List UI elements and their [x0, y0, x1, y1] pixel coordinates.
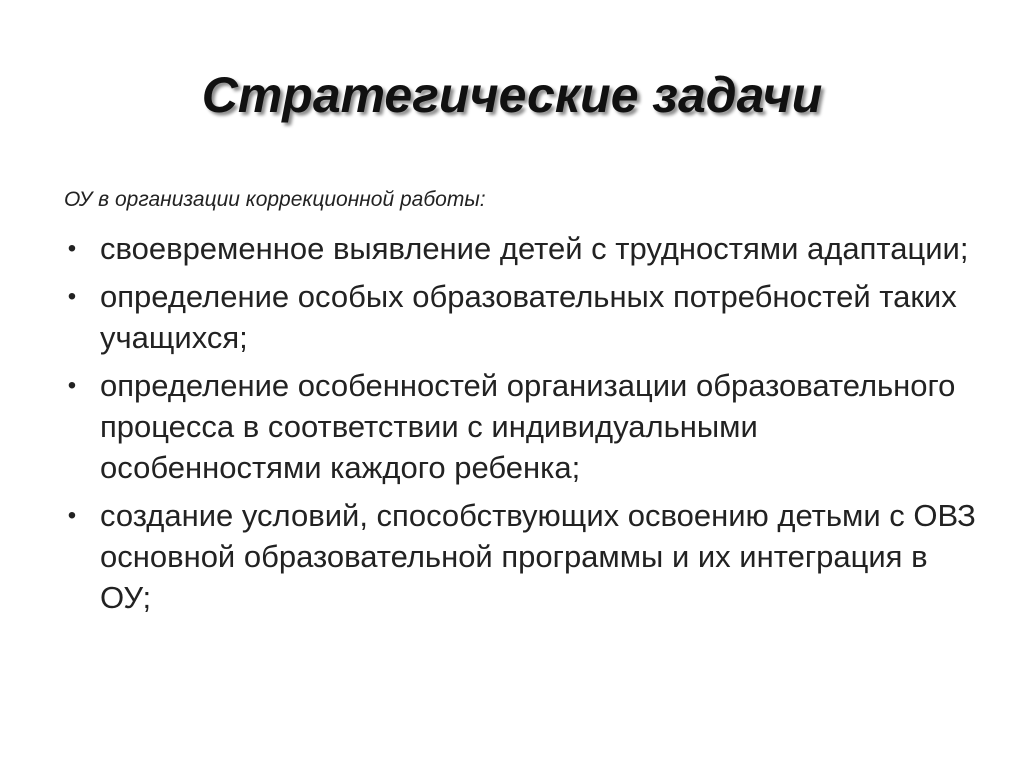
list-item-text: определение особых образовательных потребностей таких учащихся; — [100, 279, 957, 355]
list-item-text: своевременное выявление детей с трудностями адаптации; — [100, 231, 969, 266]
bullet-icon: • — [67, 235, 77, 262]
list-item — [60, 276, 980, 358]
bullet-icon: • — [67, 372, 77, 399]
list-item — [60, 228, 980, 269]
bullet-icon: • — [67, 502, 77, 529]
bullet-icon: • — [67, 283, 77, 310]
list-item — [60, 365, 980, 488]
list-item-text: создание условий, способствующих освоению детьми с ОВЗ основной образовательной программы и их интеграция в ОУ; — [100, 498, 976, 615]
list-item-text: определение особенностей организации образовательного процесса в соответствии с индивидуальными особенностями каждого ребенка; — [100, 368, 956, 485]
bullet-list — [60, 228, 980, 625]
intro-text: ОУ в организации коррекционной работы: — [64, 188, 486, 211]
list-item — [60, 495, 980, 618]
slide-title: Стратегические задачи — [201, 67, 823, 123]
